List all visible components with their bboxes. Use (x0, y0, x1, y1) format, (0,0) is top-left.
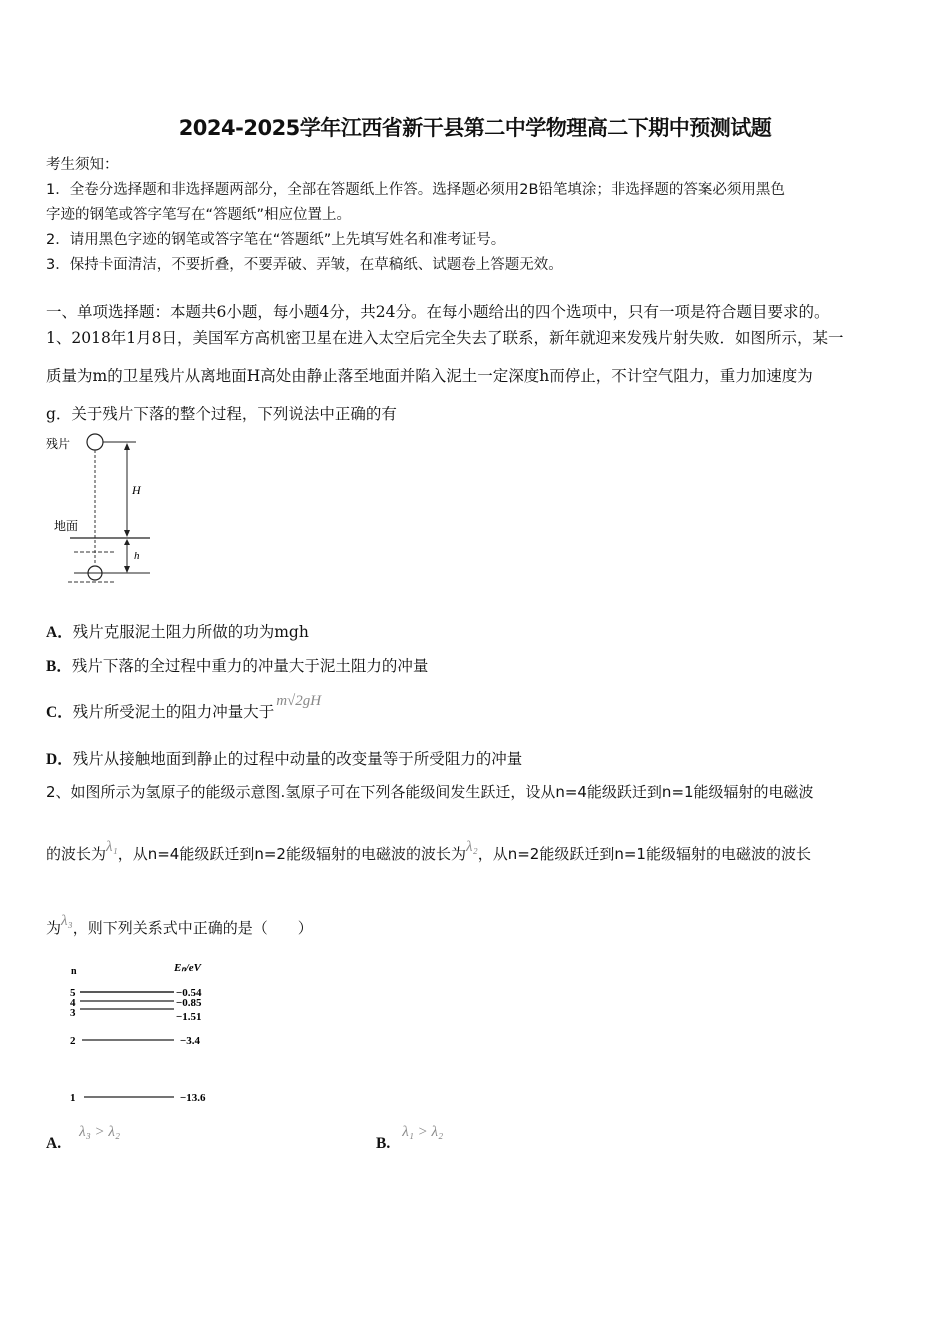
level-energy-2: −3.4 (180, 1035, 201, 1047)
document-title: 2024-2025学年江西省新干县第二中学物理高二下期中预测试题 (178, 116, 772, 140)
option-letter: B. (376, 1135, 391, 1152)
energy-axis-label: Eₙ/eV (174, 962, 201, 974)
level-energy-4: −0.85 (176, 997, 202, 1009)
q2-line-2 (46, 839, 811, 864)
option-letter: A. (46, 1135, 62, 1152)
notice-item-1-line-2: 字迹的钢笔或答字笔写在“答题纸”相应位置上。 (46, 207, 352, 223)
falling-fragment-figure (44, 428, 164, 588)
section-heading: 一、单项选择题：本题共6小题，每小题4分，共24分。在每小题给出的四个选项中，只有一项是符合题目要求的。 (46, 303, 830, 321)
level-n-1: 1 (70, 1092, 76, 1104)
h-label: h (134, 550, 140, 562)
q2-text: 为 (46, 919, 62, 937)
q2-option-b[interactable] (376, 1124, 444, 1153)
option-text: 残片下落的全过程中重力的冲量大于泥土阻力的冲量 (71, 657, 429, 675)
n-axis-label: n (71, 966, 77, 977)
level-n-3: 3 (70, 1007, 76, 1019)
q2-line-1: 2、如图所示为氢原子的能级示意图.氢原子可在下列各能级间发生跃迁，设从n=4能级跃迁到n=1能级辐射的电磁波 (46, 783, 814, 801)
q1-line-2: 质量为m的卫星残片从离地面H高处由静止落至地面并陷入泥土一定深度h而停止，不计空气阻力，重力加速度为 (46, 367, 813, 385)
q2-text: ，从n=4能级跃迁到n=2能级辐射的电磁波的波长为 (117, 845, 466, 863)
formula-m-sqrt-2gH: m√2gH (276, 693, 322, 709)
q1-option-b[interactable] (46, 654, 428, 676)
q1-option-d[interactable] (46, 747, 522, 769)
notice-item-1-line-1: 1．全卷分选择题和非选择题两部分，全部在答题纸上作答。选择题必须用2B铅笔填涂；非选择题的答案必须用黑色 (46, 182, 785, 198)
q2-text: 的波长为 (46, 845, 107, 863)
notice-heading: 考生须知： (46, 157, 119, 173)
level-energy-3: −1.51 (176, 1011, 202, 1023)
lambda-3: λ₃ (61, 913, 73, 929)
option-text: 残片克服泥土阻力所做的功为mgh (72, 623, 309, 641)
option-letter: C． (46, 704, 73, 721)
q1-option-a[interactable] (46, 620, 309, 642)
q1-line-3: g．关于残片下落的整个过程，下列说法中正确的有 (46, 405, 397, 423)
option-text: 残片所受泥土的阻力冲量大于 (72, 703, 275, 721)
q2-text: ，则下列关系式中正确的是（ ） (72, 919, 313, 937)
level-n-5: 5 (70, 987, 76, 999)
q2-option-a[interactable] (46, 1124, 121, 1153)
option-letter: A． (46, 624, 73, 641)
ground-label: 地面 (54, 519, 79, 533)
formula-lambda3-gt-lambda2: λ₃ > λ₂ (79, 1124, 121, 1140)
q1-line-1: 1、2018年1月8日，美国军方高机密卫星在进入太空后完全失去了联系，新年就迎来发残片射失败．如图所示，某一 (46, 329, 844, 347)
level-n-4: 4 (70, 997, 76, 1009)
level-energy-1: −13.6 (180, 1092, 206, 1104)
fragment-label: 残片 (46, 437, 71, 451)
level-energy-5: −0.54 (176, 987, 202, 999)
lambda-2: λ₂ (465, 839, 478, 855)
notice-item-3: 3．保持卡面清洁，不要折叠，不要弄破、弄皱，在草稿纸、试题卷上答题无效。 (46, 257, 563, 273)
hydrogen-energy-level-diagram (62, 958, 232, 1108)
H-label: H (132, 483, 141, 497)
formula-lambda1-gt-lambda2: λ₁ > λ₂ (402, 1124, 444, 1140)
notice-item-2: 2．请用黑色字迹的钢笔或答字笔在“答题纸”上先填写姓名和准考证号。 (46, 232, 506, 248)
level-n-2: 2 (70, 1035, 76, 1047)
q1-option-c[interactable] (46, 693, 322, 722)
option-text: 残片从接触地面到静止的过程中动量的改变量等于所受阻力的冲量 (72, 750, 523, 768)
lambda-1: λ₁ (106, 839, 118, 855)
q2-line-3 (46, 913, 313, 938)
option-letter: B． (46, 658, 72, 675)
option-letter: D． (46, 751, 73, 768)
q2-text: ，从n=2能级跃迁到n=1能级辐射的电磁波的波长 (477, 845, 811, 863)
